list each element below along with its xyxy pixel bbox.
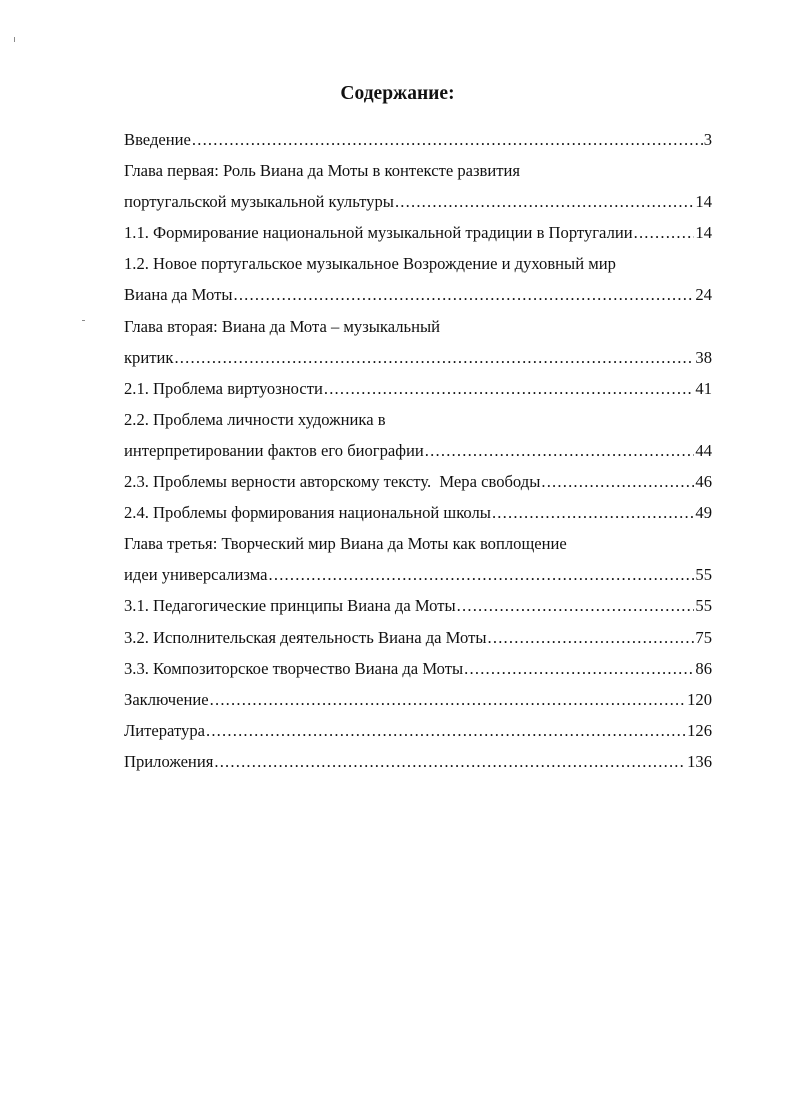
toc-section-2-2-heading xyxy=(124,404,712,435)
toc-page-number: 41 xyxy=(695,378,712,398)
toc-entry-title: критик xyxy=(124,347,174,367)
toc-page-number: 14 xyxy=(695,192,712,212)
toc-entry-title: 2.1. Проблема виртуозности xyxy=(124,378,323,398)
scan-speck xyxy=(14,37,15,42)
toc-entry-title: португальской музыкальной культуры xyxy=(124,192,394,212)
toc-section-2-1 xyxy=(124,373,712,404)
dot-leader xyxy=(174,342,694,373)
toc-page-number: 44 xyxy=(695,440,712,460)
toc-literature xyxy=(124,715,712,746)
toc-chapter-3-heading xyxy=(124,528,712,559)
toc-chapter-1-heading xyxy=(124,155,712,186)
toc-section-3-3 xyxy=(124,653,712,684)
toc-entry-title: Литература xyxy=(124,720,205,740)
toc-page-number: 55 xyxy=(695,565,712,585)
toc-section-3-2 xyxy=(124,622,712,653)
toc-entry-title: Глава вторая: Виана да Мота – музыкальный xyxy=(124,316,441,336)
dot-leader xyxy=(214,746,686,777)
dot-leader xyxy=(492,497,694,528)
toc-section-2-2 xyxy=(124,435,712,466)
toc-chapter-3 xyxy=(124,559,712,590)
toc-entry-title: 2.4. Проблемы формирования национальной школы xyxy=(124,503,491,523)
toc-entry-title: Приложения xyxy=(124,751,214,771)
toc-page-number: 120 xyxy=(687,689,712,709)
toc-entry-title: Введение xyxy=(124,130,191,149)
toc-page-number: 46 xyxy=(695,472,712,492)
dot-leader xyxy=(541,466,694,497)
dot-leader xyxy=(233,279,694,310)
toc-chapter-2 xyxy=(124,342,712,373)
toc-appendices xyxy=(124,746,712,777)
dot-leader xyxy=(206,715,686,746)
toc-page-number: 126 xyxy=(687,720,712,740)
toc-section-1-2 xyxy=(124,279,712,310)
toc-page-number: 14 xyxy=(695,223,712,243)
dot-leader xyxy=(634,217,695,248)
toc-entry-title: 2.3. Проблемы верности авторскому тексту. Мера свободы xyxy=(124,472,541,492)
toc-entry-title: Глава первая: Роль Виана да Моты в контексте развития xyxy=(124,161,521,181)
toc-section-2-4 xyxy=(124,497,712,528)
toc-entry-introduction xyxy=(124,124,712,155)
table-of-contents xyxy=(124,124,712,777)
toc-entry-title: Заключение xyxy=(124,689,209,709)
toc-page-number: 49 xyxy=(695,503,712,523)
dot-leader xyxy=(324,373,695,404)
toc-entry-title: 3.2. Исполнительская деятельность Виана да Моты xyxy=(124,627,487,647)
toc-chapter-1 xyxy=(124,186,712,217)
toc-page-number: 86 xyxy=(695,658,712,678)
dot-leader xyxy=(457,590,695,621)
toc-page-number: 24 xyxy=(695,285,712,305)
toc-section-2-3 xyxy=(124,466,712,497)
toc-entry-title: идеи универсализма xyxy=(124,565,268,585)
toc-entry-title: интерпретировании фактов его биографии xyxy=(124,440,424,460)
dot-leader xyxy=(488,622,695,653)
toc-entry-title: 3.3. Композиторское творчество Виана да Моты xyxy=(124,658,464,678)
toc-entry-title: 1.2. Новое португальское музыкальное Возрождение и духовный мир xyxy=(124,254,616,274)
scan-speck xyxy=(82,320,85,321)
toc-page-number: 75 xyxy=(695,627,712,647)
toc-entry-title: 1.1. Формирование национальной музыкальной традиции в Португалии xyxy=(124,223,633,243)
dot-leader xyxy=(395,186,694,217)
toc-conclusion xyxy=(124,684,712,715)
dot-leader xyxy=(464,653,694,684)
toc-entry-title: 3.1. Педагогические принципы Виана да Моты xyxy=(124,596,456,616)
dot-leader xyxy=(269,559,695,590)
page-title: Содержание: xyxy=(340,83,455,104)
toc-page-number: 136 xyxy=(687,751,712,771)
dot-leader xyxy=(425,435,695,466)
toc-entry-title: Глава третья: Творческий мир Виана да Моты как воплощение xyxy=(124,534,567,554)
toc-section-1-2-heading xyxy=(124,248,712,279)
toc-page-number: 55 xyxy=(695,596,712,616)
toc-entry-title: 2.2. Проблема личности художника в xyxy=(124,409,386,429)
dot-leader xyxy=(192,124,703,155)
toc-page-number: 3 xyxy=(703,130,712,149)
toc-section-3-1 xyxy=(124,590,712,621)
dot-leader xyxy=(210,684,686,715)
toc-page-number: 38 xyxy=(695,347,712,367)
toc-section-1-1 xyxy=(124,217,712,248)
toc-entry-title: Виана да Моты xyxy=(124,285,233,305)
toc-chapter-2-heading xyxy=(124,311,712,342)
